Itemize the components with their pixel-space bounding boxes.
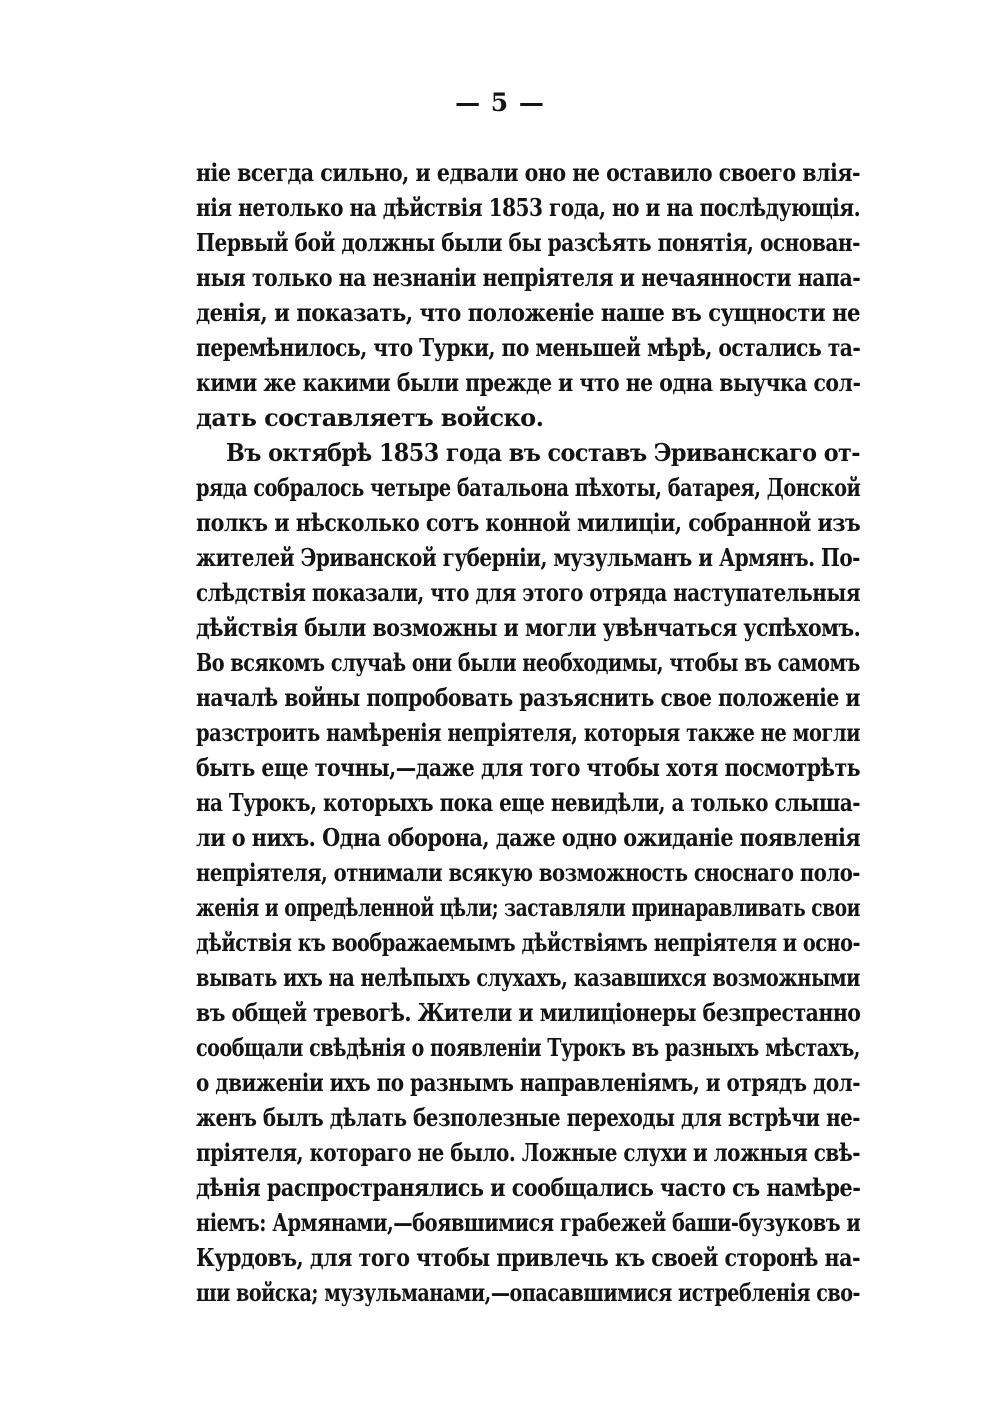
text-line: вывать ихъ на нелѣпыхъ слухахъ, казавшихся возможными <box>196 963 860 992</box>
text-line: перемѣнилось, что Турки, по меньшей мѣрѣ, остались та- <box>196 333 861 362</box>
page-number: — 5 — <box>455 88 545 117</box>
text-line: ныя только на незнанiи непрiятеля и нечаянности напа- <box>196 263 861 292</box>
text-line: женъ былъ дѣлать безполезные переходы для встрѣчи не- <box>196 1103 861 1132</box>
text-line: на Турокъ, которыхъ пока еще невидѣли, а только слыша- <box>196 788 860 817</box>
text-line: кими же какими были прежде и что не одна выучка сол- <box>196 368 861 397</box>
text-line: въ общей тревогѣ. Жители и милицiонеры безпрестанно <box>196 998 861 1027</box>
text-line: слѣдствiя показали, что для этого отряда наступательныя <box>196 578 861 607</box>
text-line: полкъ и нѣсколько сотъ конной милицiи, собранной изъ <box>196 508 861 537</box>
text-line: прiятеля, котораго не было. Ложные слухи и ложныя свѣ- <box>196 1138 861 1167</box>
text-line: сообщали свѣдѣнiя о появленiи Турокъ въ разныхъ мѣстахъ, <box>196 1033 860 1062</box>
text-line: о движенiи ихъ по разнымъ направленiямъ, и отрядъ дол- <box>196 1068 861 1097</box>
text-line: нiемъ: Армянами,—боявшимися грабежей баши-бузуковъ и <box>196 1208 861 1237</box>
text-line: разстроить намѣренiя непрiятеля, которыя также не могли <box>196 718 861 747</box>
text-line: нiе всегда сильно, и едвали оно не оставило своего влiя- <box>196 158 861 187</box>
text-line: началѣ войны попробовать разъяснить свое положенiе и <box>196 683 860 712</box>
text-line: дать составляетъ войско. <box>196 403 544 432</box>
text-line: нiя нетолько на дѣйствiя 1853 года, но и на послѣдующiя. <box>196 193 861 222</box>
text-line: ряда собралось четыре батальона пѣхоты, батарея, Донской <box>196 473 861 502</box>
text-line: дѣйствiя къ воображаемымъ дѣйствiямъ непрiятеля и осно- <box>196 928 860 957</box>
text-line: женiя и опредѣленной цѣли; заставляли принаравливать свои <box>196 893 860 922</box>
text-line: Во всякомъ случаѣ они были необходимы, чтобы въ самомъ <box>196 648 860 677</box>
text-line: дѣнiя распространялись и сообщались часто съ намѣре- <box>196 1173 861 1202</box>
text-line: дѣйствiя были возможны и могли увѣнчаться успѣхомъ. <box>196 613 861 642</box>
text-line: Курдовъ, для того чтобы привлечь къ своей сторонѣ на- <box>196 1243 861 1272</box>
text-line: ши войска; музульманами,—опасавшимися истребленiя сво- <box>196 1278 861 1307</box>
text-line: жителей Эриванской губернiи, музульманъ и Армянъ. По- <box>196 543 860 572</box>
text-line: Первый бой должны были бы разсѣять понятiя, основан- <box>196 228 860 257</box>
text-line: ли о нихъ. Одна оборона, даже одно ожиданiе появленiя <box>196 823 861 852</box>
text-line: непрiятеля, отнимали всякую возможность сноснаго поло- <box>196 858 860 887</box>
text-line: Въ октябрѣ 1853 года въ составъ Эриванскаго от- <box>226 438 860 467</box>
text-line: денiя, и показать, что положенiе наше въ сущности не <box>196 298 860 327</box>
text-line: быть еще точны,—даже для того чтобы хотя посмотрѣть <box>196 753 861 782</box>
